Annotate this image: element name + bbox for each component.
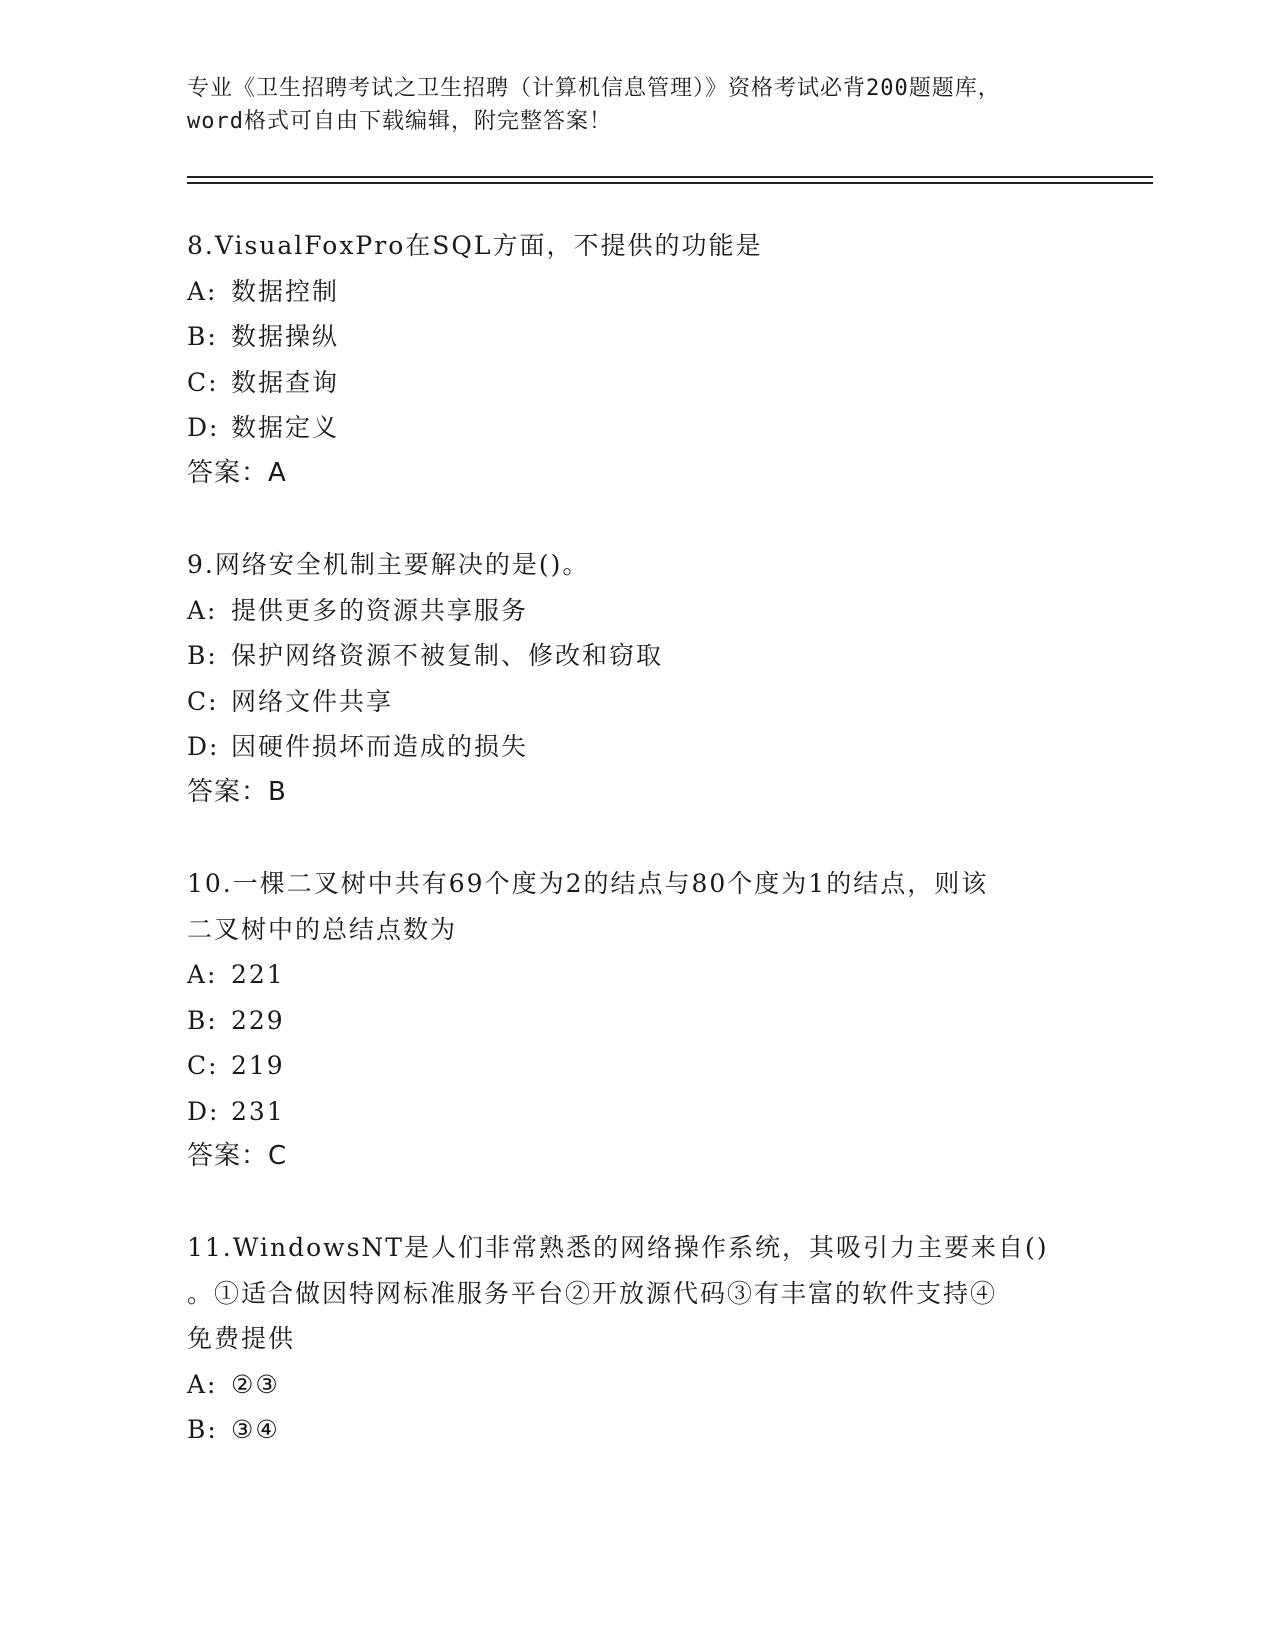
option-b — [187, 1407, 1087, 1453]
option-a — [187, 1362, 1087, 1408]
option-d — [187, 405, 1087, 451]
option-text: 保护网络资源不被复制、修改和窃取 — [231, 641, 664, 670]
option-text: ②③ — [231, 1369, 280, 1399]
option-a — [187, 269, 1087, 315]
option-label: D: — [187, 1096, 220, 1126]
question-10 — [187, 861, 1087, 1180]
option-b — [187, 314, 1087, 360]
question-stem-line: 11.WindowsNT是人们非常熟悉的网络操作系统，其吸引力主要来自() — [187, 1233, 1049, 1262]
option-label: D: — [187, 732, 220, 761]
option-text: 网络文件共享 — [231, 686, 394, 716]
option-text: 219 — [231, 1051, 285, 1080]
option-label: A: — [187, 595, 218, 625]
option-c — [187, 360, 1087, 406]
option-text: 数据操纵 — [231, 322, 340, 351]
option-text: 231 — [231, 1096, 285, 1126]
option-b — [187, 998, 1087, 1044]
option-text: 数据控制 — [231, 276, 340, 306]
option-d — [187, 724, 1087, 770]
question-11 — [187, 1225, 1087, 1453]
question-stem-line: 免费提供 — [187, 1324, 296, 1353]
option-label: B: — [187, 641, 218, 670]
question-stem-line: 10.一棵二叉树中共有69个度为2的结点与80个度为1的结点，则该 — [187, 869, 989, 898]
question-stem-line: 8.VisualFoxPro在SQL方面，不提供的功能是 — [187, 231, 763, 260]
question-stem-line: 9.网络安全机制主要解决的是()。 — [187, 550, 590, 579]
answer: 答案：C — [187, 1141, 288, 1171]
option-label: A: — [187, 276, 218, 306]
option-label: C: — [187, 1051, 219, 1080]
option-label: B: — [187, 1415, 218, 1444]
answer: 答案：B — [187, 776, 287, 807]
option-c — [187, 679, 1087, 725]
option-text: 提供更多的资源共享服务 — [231, 595, 529, 625]
option-text: 数据查询 — [231, 367, 340, 397]
option-text: ③④ — [231, 1415, 280, 1444]
option-d — [187, 1089, 1087, 1135]
document-header — [187, 72, 1087, 138]
header-line-2: word格式可自由下载编辑，附完整答案！ — [187, 109, 612, 134]
question-stem-line: 。①适合做因特网标准服务平台②开放源代码③有丰富的软件支持④ — [187, 1278, 998, 1308]
option-text: 因硬件损坏而造成的损失 — [231, 732, 529, 761]
option-text: 229 — [231, 1005, 285, 1035]
header-divider-bottom — [187, 182, 1153, 184]
option-text: 221 — [231, 960, 285, 989]
option-label: B: — [187, 322, 218, 351]
option-label: D: — [187, 413, 220, 442]
option-text: 数据定义 — [231, 413, 340, 442]
question-stem-line: 二叉树中的总结点数为 — [187, 914, 458, 944]
option-label: C: — [187, 686, 219, 716]
option-label: C: — [187, 367, 219, 397]
option-a — [187, 952, 1087, 998]
option-a — [187, 588, 1087, 634]
option-b — [187, 633, 1087, 679]
option-label: A: — [187, 1369, 218, 1399]
question-8 — [187, 223, 1087, 496]
header-line-1: 专业《卫生招聘考试之卫生招聘（计算机信息管理）》资格考试必背200题题库， — [187, 76, 1001, 101]
option-label: A: — [187, 960, 218, 989]
header-divider-top — [187, 176, 1153, 178]
option-c — [187, 1043, 1087, 1089]
question-9 — [187, 542, 1087, 815]
option-label: B: — [187, 1005, 218, 1035]
answer: 答案：A — [187, 457, 287, 488]
